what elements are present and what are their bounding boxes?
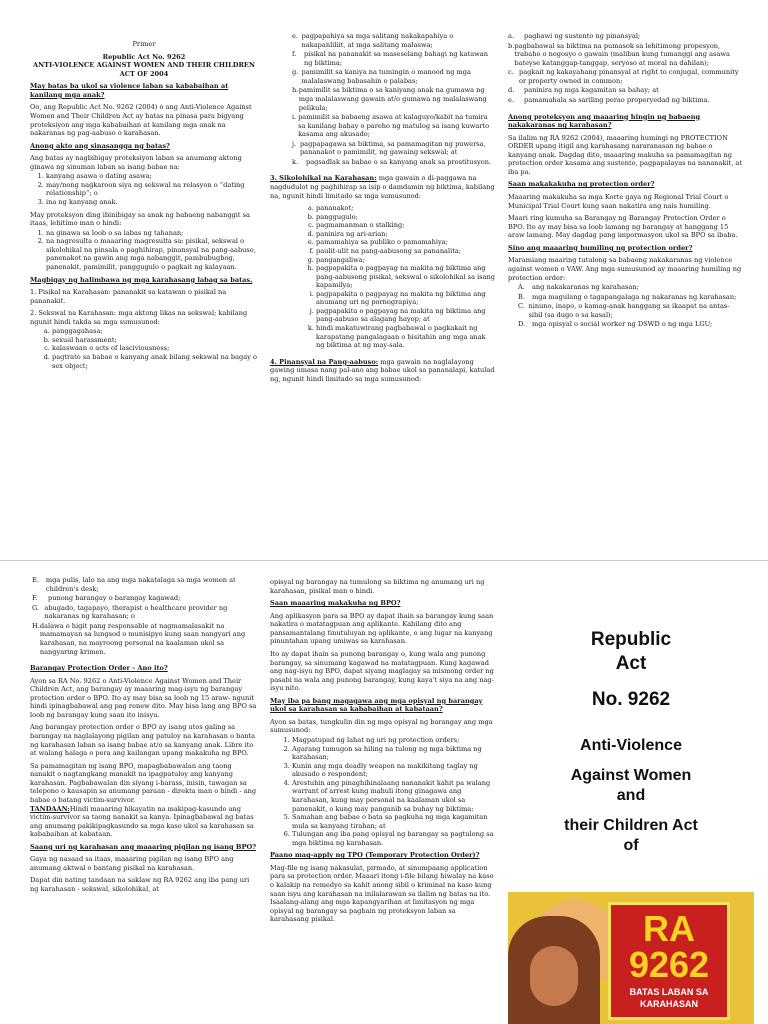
answer-paragraph: Ayon sa RA No. 9262 o Anti-Violence Against Women and Their Children Act, ang barangay ay maaaring mag-isyu ng barangay protection order o BPO. Ito ay may bisa sa loob ng 15 araw- ngunit hindi ipinagbabawal ang pag renew dito. May bisa lang ang BPO sa loob ng barangay kung saan ito inisyu.	[30, 676, 257, 719]
list-letter: h.	[292, 86, 299, 95]
list-item: 2. na nagresulta o maaaring magresulta sa: pisikal, sekswal o sikolohikal na pinsala o paghihirap, pinansyal na pang-aabuso, panenakot na gawin ang mga nabanggit, pambubugbog, panenakit, pamimilit, panggugulo o pagkait ng kalayaan.	[46, 237, 258, 271]
column-3	[508, 32, 742, 552]
list-item: b. sexual harassment;	[52, 336, 258, 345]
lettered-list	[30, 576, 258, 656]
list-letter: k.	[292, 157, 299, 166]
list-item: g. pangangaliwa;	[316, 256, 496, 265]
list-item: 4. Arestuhin ang pinaghihinalaang nananakit kahit pa walang warrant of arrest kung mahuli itong ginagawa ang karahasan, kung may personal na kaalaman ukol sa panenakit, o kung may panganib sa buhay ng biktima;	[292, 779, 496, 813]
list-item	[518, 283, 742, 292]
list-item	[32, 576, 258, 593]
list-item	[292, 157, 496, 167]
list-item	[32, 594, 258, 603]
lettered-list	[270, 204, 496, 350]
list-item: c. pagmamanman o stalking;	[316, 221, 496, 230]
cover-subtitle-line: and	[616, 787, 646, 804]
badge-subtitle: BATAS LABAN SA KARAHASAN	[629, 987, 709, 1009]
list-item	[518, 292, 742, 302]
numbered-list	[30, 172, 258, 206]
list-item	[508, 95, 742, 105]
question-heading: May batas ba ukol sa violence laban sa kababaihan at kanilang mga anak?	[30, 82, 229, 99]
page-divider	[0, 560, 768, 561]
list-text: pagpapagawa sa biktima, sa pamamagitan ng puwersa, pananakot o pamimilit, ng gawaing sekswal; at	[299, 139, 486, 157]
list-letter: A.	[518, 283, 525, 292]
list-letter: a.	[508, 32, 515, 40]
list-letter: H.	[32, 621, 40, 630]
list-item: f. paulit-ulit na pang-aabusong sa pananalita;	[316, 247, 496, 256]
list-item: 3. ina ng kanyang anak.	[46, 198, 258, 207]
answer-paragraph: 2. Sekswal na Karahasan: mga aktong likas na sekswal; kabilang ngunit hindi takda sa mga sumusunod:	[30, 309, 248, 326]
list-item	[508, 68, 742, 85]
section-text: mga gawain na naglalayong gawing umasa nang pal-ano ang babae ukol sa pananalapi, katulad ng, ngunit hindi limitado sa mga sumusunod:	[270, 357, 495, 383]
list-letter: E.	[32, 576, 39, 584]
section-heading: 4. Pinansyal na Pang-aabuso:	[270, 357, 379, 366]
answer-paragraph: Gaya ng nasaad sa itaas, maaaring pigilan ng isang BPO ang anumang aktwal o bantang pisikal na karahasan.	[30, 855, 234, 872]
answer-paragraph: 1. Pisikal na Karahasan: pananakit sa katawan o pisikal na pananakit.	[30, 288, 227, 305]
lettered-list	[508, 32, 742, 105]
section-heading: 3. Sikolohikal na Karahasan:	[270, 174, 377, 183]
list-text: pamimilit sa babaeng asawa at kalaguyo/kabit na tumira sa kanilang bahay o pareho ng matulog sa isang kuwarto kasama ang akusado;	[298, 113, 490, 139]
list-item: a. pananakot;	[316, 204, 496, 213]
question-heading: Saan maaaring makakuha ng BPO?	[270, 599, 401, 608]
answer-paragraph: Ang aplikasyon para sa BPO ay dapat ihain sa barangay kung saan nakatira o matatagpuan ang aplikante. Kabilang dito ang pansamantalang tinutuluyan ng aplikante, o ang lugar na kanyang pinuntahan upang umiwas sa karahasan.	[270, 611, 494, 646]
cover-title-line: Act	[615, 653, 647, 674]
question-heading: Saan makakakuha ng protection order?	[508, 180, 655, 189]
list-item	[32, 621, 258, 656]
section-paragraph	[270, 358, 496, 384]
section-paragraph	[270, 174, 496, 200]
note-paragraph	[30, 805, 258, 839]
list-item: 3. Kunin ang mga deadly weapon na makikitang taglay ng akusado o respondent;	[292, 762, 496, 779]
answer-paragraph: Ang batas ay nagbibigay proteksiyon laban sa anumang aktong ginawa ng sinuman laban sa isang babae na:	[30, 154, 242, 171]
answer-paragraph: May proteksyon ding ibinibigay sa anak ng babaeng nabanggit sa itaas, lehitimo man o hindi:	[30, 210, 250, 228]
column-2	[270, 32, 496, 552]
list-item: b. panggugulo;	[316, 213, 496, 222]
list-text: paninira ng mga kagamitan sa bahay; at	[524, 86, 659, 95]
answer-paragraph: Ayon sa batas, tungkulin din ng mga opisyal ng barangay ang mga sumusunod:	[270, 717, 493, 735]
question-heading: May iba pa bang magagawa ang mga opisyal ng barangay ukol sa karahasan sa kababaihan at kabataan?	[270, 696, 483, 714]
list-text: pamimilit sa biktima o sa kaniyang anak na gumawa ng mga malalaswang gawain at/o gumawa ng malalaswang pelikula;	[298, 86, 487, 112]
list-item	[292, 68, 496, 85]
column-1	[30, 40, 258, 555]
list-item: 2. Agarang tumugon sa hiling na tulong ng mga biktima ng karahasan;	[292, 745, 496, 762]
list-text: pamamahala sa sariling perao properyedad ng biktima.	[524, 95, 710, 104]
list-letter: F.	[32, 594, 38, 603]
cover-title-line: Republic	[590, 629, 672, 650]
answer-paragraph: Maari ring kumuha sa Barangay ng Barangay Protection Order o BPO. Ito ay may bisa sa loob lamang ng barangay at hanggang 15 araw lamang. May dagdag pang impormasyon ukol sa BPO sa ibaba.	[508, 214, 738, 240]
list-text: ang nakakaranas ng karahasan;	[532, 283, 639, 292]
list-text: pagpapahiya sa mga salitang nakakapahiya o nakapanliliit, at mga salitang malaswa;	[301, 32, 454, 49]
answer-paragraph: Oo, ang Republic Act No. 9262 (2004) o ang Anti-Violence Against Women and Their Children Act ay batas na pinasa para bigyang proteksiyon ang mga kababaihan at kanilang mga anak na nakaranas ng pag-aabuso o karahasan.	[30, 103, 252, 138]
list-text: dalawa o higit pang responsable at nagmamalasakit na mamamayan sa lungsod o munisipyo kung saan nangyari ang karahasan, na mayroong personal na kaalaman ukol sa nangyaring krimen.	[39, 621, 246, 656]
question-heading: Barangay Protection Order - Ano ito?	[30, 664, 168, 673]
primer-label: Primer	[132, 40, 156, 48]
list-item: 1. na ginawa sa loob o sa labas ng tahanan;	[46, 229, 258, 238]
answer-paragraph: Sa pamamagitan ng isang BPO, mapagbabawalan ang taong nanakit o nagtangkang manakit na ipagpatuloy ang kanyang karahasan. Pagbabawalan din siyang i-harass, inisin, tawagan sa telepono o kausapin sa anumang paraan - direkta man o hindi - ang babae o batang victim-survivor.	[30, 761, 257, 804]
list-text: pisikal na pananakit sa maseselang bahagi ng katawan ng biktima;	[303, 50, 488, 67]
list-letter: e.	[292, 32, 298, 40]
question-heading: Magbigay ng halimbawa ng mga karahasang labag sa batas.	[30, 275, 253, 284]
answer-paragraph: Maramiang maaring tutulong sa babaeng nakakaranas ng violence against women o VAW. Ang mga sumusunod ay maaaring humiling ng protection order:	[508, 256, 742, 282]
list-item: 1. Magpatupad ng lahat ng uri ng protection orders;	[292, 736, 496, 745]
list-letter: C.	[518, 302, 525, 311]
list-item	[508, 86, 742, 95]
cover-panel	[508, 628, 754, 892]
list-letter: c.	[508, 68, 514, 77]
list-letter: i.	[292, 113, 297, 122]
cover-subtitle-line: Anti-Violence	[580, 737, 682, 754]
list-text: pagbabawal sa biktima na pumasok sa lehitimong propesyon, trabaho o negosyo o gawain (maliban kung tumanggi ang asawa bateyse katanggap-tanggap, seryoso at moral na dahilan);	[514, 41, 730, 67]
list-letter: D.	[518, 320, 526, 329]
column-4	[30, 576, 258, 1024]
list-item: i. pagpapakita o pagpayag na makita ng biktima ang anumang uri ng pornograpiya;	[316, 290, 496, 307]
list-item	[518, 320, 742, 329]
answer-paragraph: Ito ay dapat ihain sa punong barangay o, kung wala ang punong barangay, sa sinumang kagawad na matatagpuan. Kung kagawad ang nag-isyu ng BPO, dapat siyang maglagay sa mismong order ng pasabi na wala ang punong barangay, kung kaya't siya na ang nag-isyu nito.	[270, 649, 494, 693]
question-heading: Anong proteksyon ang maaaring hingin ng babaeng nakakaranas ng karahasan?	[508, 112, 701, 130]
section-text: mga gawain o di-paggawa na nagdudulot ng paghihirap sa isip o damdamin ng biktima, kabilang na, ngunit hindi limitado sa mga sumusunod:	[270, 174, 495, 200]
question-heading: Paano mag-apply ng TPO (Temporary Protection Order)?	[270, 851, 480, 860]
list-text: abugado, tagapayo, therapist o healthcare provider ng nakaranas ng karahasan; o	[44, 603, 228, 621]
lettered-list	[270, 32, 496, 166]
answer-paragraph: Maaaring makakuha sa mga Korte gaya ng Regional Trial Court o Municipal Trial Court kung saan nakatira ang nais humiling.	[508, 193, 729, 210]
list-item: d. paninira ng ari-arian;	[316, 230, 496, 239]
list-item: 1. kanyang asawa o dating asawa;	[46, 172, 258, 181]
list-text: mga pulis, lalo na ang mga nakatalaga sa mga women at children's desk;	[45, 576, 236, 593]
list-item: h. pagpapakita o pagpayag na makita ng biktima ang pang-aabusong pisikal, sekswal o sikolohikal sa isang kapamilya;	[316, 264, 496, 290]
list-letter: B.	[518, 292, 525, 301]
badge-number: 9262	[628, 944, 710, 985]
list-item	[292, 113, 496, 139]
cover-subtitle-line: of	[623, 837, 639, 854]
numbered-list	[30, 229, 258, 272]
list-text: pagbawi ng sustento ng pinansyal;	[524, 32, 641, 40]
list-item: a. panggagahasa;	[52, 327, 258, 336]
ra-title: ANTI-VIOLENCE AGAINST WOMEN AND THEIR CHILDREN ACT OF 2004	[33, 61, 255, 78]
question-heading: Anong akto ang sinasangga ng batas?	[30, 141, 170, 150]
list-letter: f.	[292, 50, 297, 59]
column-5	[270, 578, 496, 1024]
answer-paragraph: Ang barangay protection order o BPO ay isang utos galing sa barangay na naglalayong pigilan ang patuloy na karahasan o banta ng karahasan laban sa isang babae at/o sa kanyang anak. Libre ito at walang halaga o pera ang kailangan upang makakuha ng BPO.	[30, 723, 256, 758]
list-item	[32, 603, 258, 621]
list-text: pagsadlak sa babae o sa kanyang anak sa prostitusyon.	[306, 157, 492, 166]
question-heading: Sino ang maaaring humiling ng protection order?	[508, 243, 693, 252]
list-text: pagkait ng kakayahang pinansyal at right to conjugal, community or property owned in common;	[518, 68, 739, 85]
cover-subtitle-line: their Children Act	[564, 817, 698, 834]
list-item: 5. Samahan ang babae o bata sa pagkuha ng mga kagamitan mula sa kanyang tirahan; at	[292, 813, 496, 830]
list-item	[292, 139, 496, 157]
book-cover-image	[508, 892, 754, 1024]
list-item	[508, 32, 742, 41]
list-item: 2. may/nong nagkaroon siya ng sekswal na relasyon o “dating relationship”; o	[46, 181, 258, 198]
note-label: TANDAAN:	[30, 804, 70, 813]
ra-badge	[608, 902, 730, 1020]
lettered-list	[508, 283, 742, 329]
question-heading: Saang uri ng karahasan ang maaaring pigilan ng isang BPO?	[30, 842, 257, 851]
list-letter: j.	[292, 139, 297, 148]
list-item	[518, 302, 742, 319]
face-graphic	[530, 946, 578, 1006]
answer-paragraph: Dapat din nating tandaan na saklaw ng RA 9262 ang iba pang uri ng karahasan - sekswal, sikolohikal, at	[30, 876, 250, 893]
answer-paragraph: Sa ilalim ng RA 9262 (2004), maaaring humingi ng PROTECTION ORDER upang itigil ang karahasang nararanasan ng babae o kanyang anak. Dagdag dito, maaaring makuha sa pamamagitan ng protection order kasama ang sustento, pagpapalayas na nananakit, at iba pa.	[508, 133, 742, 176]
lettered-list	[30, 327, 258, 370]
list-letter: G.	[32, 603, 40, 612]
list-letter: g.	[292, 68, 299, 77]
list-item	[292, 86, 496, 112]
list-letter: d.	[508, 86, 515, 95]
answer-paragraph: opisyal ng barangay na tumulong sa biktima ng anumang uri ng karahasan, pisikal man o hindi.	[270, 578, 485, 595]
list-item	[292, 32, 496, 49]
cover-title-line: No. 9262	[591, 689, 671, 710]
list-item: k. hindi makatuwirang pagbabawal o pagkakait ng karapatang pangalagaan o bisitahin ang mga anak ng biktima at ng may-sala.	[316, 324, 496, 350]
list-letter: b.	[508, 41, 515, 50]
list-text: punong barangay o barangay kagawad;	[48, 594, 181, 603]
list-text: mga opisyal o social worker ng DSWD o ng mga LGU;	[532, 320, 713, 329]
list-item	[292, 50, 496, 67]
list-item: d. pagtrato sa babae o kanyang anak bilang sekswal na bagay o sex object;	[52, 353, 258, 370]
numbered-list	[270, 736, 496, 847]
note-text: Hindi maaaring hikayatin na makipag-kasundo ang victim-survivor sa taong nanakit sa kanya. Ipinagbabawal ng batas ang anumang pakikipagkasundo sa mga kaso ukol sa karahasan sa kababaihan at kabataan.	[30, 804, 254, 839]
list-item: 6. Tulungan ang iba pang opisyal ng barangay sa pagtulong sa mga biktima ng karahasan.	[292, 830, 496, 847]
list-letter: e.	[508, 95, 514, 104]
answer-paragraph: Mag-file ng isang nakasulat, pirmado, at sinumpaang application para sa protection order. Maaari itong i-file bilang hiwalay na kaso o kalakip na remedyo sa kahit anong sibil o kriminal na kaso kung saan isyu ang karahasan na inilalarawan sa ilalim ng batas na ito. Isaalang-alang ang mga kapangyarihan at limitasyon ng mga opisyal ng barangay sa paghain ng proteksyon laban sa karahasang pisikal.	[270, 863, 494, 924]
cover-subtitle-line: Against Women	[570, 767, 692, 784]
list-item: e. pamamahiya sa publiko o pamamahiya;	[316, 238, 496, 247]
badge-ra: RA	[643, 908, 695, 949]
list-item: j. pagpapakita o pagpayag na makita ng biktima ang pang-aabuso sa alagang hayop; at	[316, 307, 496, 324]
list-item: c. kalaswaan o acts of lasciviousness;	[52, 344, 258, 353]
list-text: ninuno, inapo, o kamag-anak hanggang sa ikaapat na antas-sibil (sa dugo o sa kasal);	[528, 302, 730, 319]
list-text: pamimilit sa kaniya na tumingin o manood ng mga malalaswang babasahin o palabas;	[301, 68, 471, 85]
list-text: mga magulang o tagapangalaga ng nakaranas ng karahasan;	[532, 292, 737, 301]
ra-number: Republic Act No. 9262	[102, 52, 186, 61]
list-item	[508, 41, 742, 68]
